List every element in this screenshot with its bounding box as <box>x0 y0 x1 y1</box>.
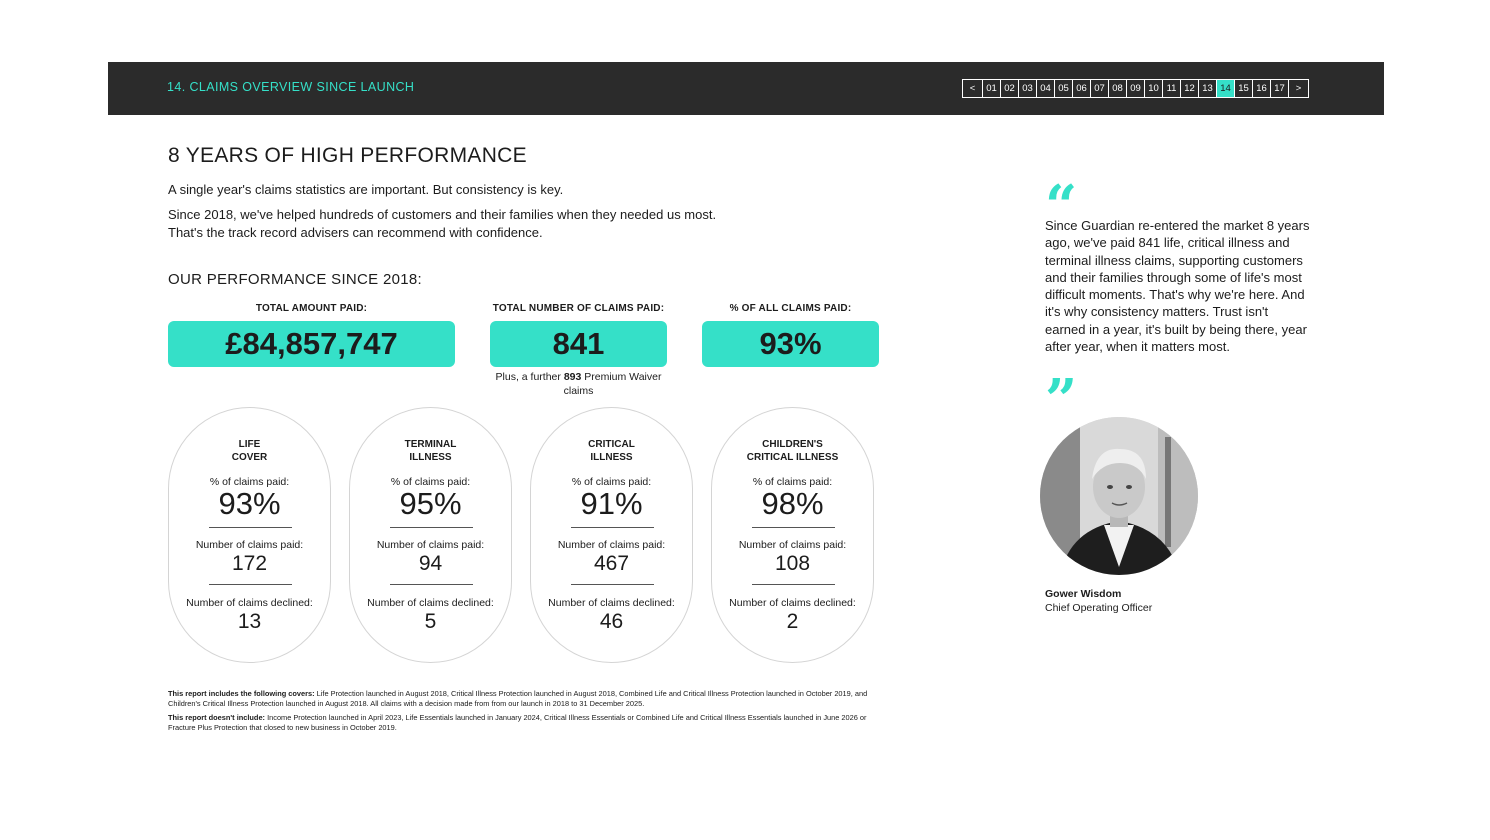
cover-card <box>711 407 874 663</box>
person-role: Chief Operating Officer <box>1045 602 1153 614</box>
claims-paid-value: 172 <box>231 552 268 575</box>
total-amount-label: TOTAL AMOUNT PAID: <box>255 303 368 314</box>
intro-line-2a: Since 2018, we've helped hundreds of customers and their families when they needed us most. <box>168 207 717 222</box>
cover-title-line-1: TERMINAL <box>404 439 457 450</box>
page-button-01[interactable]: 01 <box>982 79 1001 98</box>
percent-paid-label: % OF ALL CLAIMS PAID: <box>729 303 852 314</box>
cover-card <box>349 407 512 663</box>
total-claims-value: 841 <box>490 321 667 367</box>
pct-paid-value: 93% <box>218 486 281 521</box>
avatar <box>1040 417 1198 575</box>
testimonial-text: Since Guardian re-entered the market 8 years ago, we've paid 841 life, critical illness and terminal illness claims, supporting customers and their families through some of life's most difficult moments. That's why we're here. And it's why consistency matters. Trust isn't earned in a year, it's built by being there, year after year, when it matters most. <box>1045 218 1310 355</box>
page-button-06[interactable]: 06 <box>1072 79 1091 98</box>
cover-title-line-1: CHILDREN'S <box>762 439 823 450</box>
page-navigator <box>963 79 1309 98</box>
page-button-07[interactable]: 07 <box>1090 79 1109 98</box>
page-button-12[interactable]: 12 <box>1180 79 1199 98</box>
close-quote-icon: ” <box>1045 367 1078 433</box>
prev-page-button[interactable]: < <box>962 79 983 98</box>
cover-title-line-1: CRITICAL <box>588 439 635 450</box>
cover-title-line-2: CRITICAL ILLNESS <box>746 452 839 463</box>
premium-waiver-note <box>490 371 667 398</box>
divider <box>390 527 473 528</box>
claims-paid-label: Number of claims paid: <box>557 539 666 551</box>
cover-title <box>350 438 511 464</box>
pct-paid-label: % of claims paid: <box>390 476 471 488</box>
section-title: 14. CLAIMS OVERVIEW SINCE LAUNCH <box>167 80 415 94</box>
person-name: Gower Wisdom <box>1045 588 1122 600</box>
page-button-10[interactable]: 10 <box>1144 79 1163 98</box>
footnote-includes <box>168 689 888 709</box>
page-button-09[interactable]: 09 <box>1126 79 1145 98</box>
divider <box>390 584 473 585</box>
pct-paid-label: % of claims paid: <box>752 476 833 488</box>
page-button-08[interactable]: 08 <box>1108 79 1127 98</box>
claims-paid-value: 467 <box>593 552 630 575</box>
divider <box>571 527 654 528</box>
cover-title-line-2: COVER <box>231 452 268 463</box>
claims-declined-value: 5 <box>424 610 437 633</box>
claims-paid-value: 94 <box>418 552 443 575</box>
footnote-includes-text: Life Protection launched in August 2018, Critical Illness Protection launched in August 2018, Combined Life and Critical Illness Protection launched in October 2019, and Children's Critical Illness Protection launched in August 2018. All claims with a decision made from from our launch in 2018 to 31 December 2025. <box>168 689 868 708</box>
open-quote-icon: “ <box>1045 173 1078 239</box>
note-prefix: Plus, a further <box>495 371 564 383</box>
claims-declined-value: 2 <box>786 610 799 633</box>
claims-paid-label: Number of claims paid: <box>376 539 485 551</box>
intro-paragraph <box>168 206 808 242</box>
page-button-15[interactable]: 15 <box>1234 79 1253 98</box>
pct-paid-value: 95% <box>399 486 462 521</box>
footnote-excludes-bold: This report doesn't include: <box>168 713 266 722</box>
divider <box>752 584 835 585</box>
total-amount-value: £84,857,747 <box>168 321 455 367</box>
performance-heading: OUR PERFORMANCE SINCE 2018: <box>168 271 422 288</box>
cover-card <box>168 407 331 663</box>
claims-paid-label: Number of claims paid: <box>195 539 304 551</box>
cover-title-line-2: ILLNESS <box>409 452 452 463</box>
page-button-03[interactable]: 03 <box>1018 79 1037 98</box>
next-page-button[interactable]: > <box>1288 79 1309 98</box>
pct-paid-label: % of claims paid: <box>571 476 652 488</box>
footnote-excludes <box>168 713 888 733</box>
page-button-16[interactable]: 16 <box>1252 79 1271 98</box>
note-count: 893 <box>563 371 582 383</box>
claims-paid-label: Number of claims paid: <box>738 539 847 551</box>
divider <box>571 584 654 585</box>
portrait-image <box>1040 417 1198 575</box>
divider <box>752 527 835 528</box>
claims-paid-value: 108 <box>774 552 811 575</box>
claims-declined-value: 46 <box>599 610 624 633</box>
page-button-14[interactable]: 14 <box>1216 79 1235 98</box>
total-claims-label: TOTAL NUMBER OF CLAIMS PAID: <box>492 303 665 314</box>
claims-declined-label: Number of claims declined: <box>367 597 494 609</box>
pct-paid-value: 98% <box>761 486 824 521</box>
page-button-13[interactable]: 13 <box>1198 79 1217 98</box>
claims-declined-label: Number of claims declined: <box>729 597 856 609</box>
claims-declined-value: 13 <box>237 610 262 633</box>
cover-title <box>531 438 692 464</box>
page-button-04[interactable]: 04 <box>1036 79 1055 98</box>
cover-title-line-1: LIFE <box>238 439 261 450</box>
page-button-11[interactable]: 11 <box>1162 79 1181 98</box>
page-button-17[interactable]: 17 <box>1270 79 1289 98</box>
claims-declined-label: Number of claims declined: <box>186 597 313 609</box>
note-suffix: Premium Waiver claims <box>563 371 662 397</box>
cover-title <box>712 438 873 464</box>
top-bar <box>108 62 1384 115</box>
claims-declined-label: Number of claims declined: <box>548 597 675 609</box>
cover-title-line-2: ILLNESS <box>590 452 633 463</box>
page-button-05[interactable]: 05 <box>1054 79 1073 98</box>
divider <box>209 527 292 528</box>
footnote-excludes-text: Income Protection launched in April 2023, Life Essentials launched in January 2024, Critical Illness Essentials or Combined Life and Critical Illness Essentials launched in June 2026 or Fracture Plus Protection that closed to new business in October 2019. <box>168 713 867 732</box>
intro-line-1: A single year's claims statistics are important. But consistency is key. <box>168 182 564 197</box>
footnote-includes-bold: This report includes the following covers: <box>168 689 315 698</box>
cover-title <box>169 438 330 464</box>
intro-line-2b: That's the track record advisers can recommend with confidence. <box>168 225 543 240</box>
pct-paid-value: 91% <box>580 486 643 521</box>
page-title: 8 YEARS OF HIGH PERFORMANCE <box>168 144 527 167</box>
divider <box>209 584 292 585</box>
percent-paid-value: 93% <box>702 321 879 367</box>
page-button-02[interactable]: 02 <box>1000 79 1019 98</box>
pct-paid-label: % of claims paid: <box>209 476 290 488</box>
cover-card <box>530 407 693 663</box>
